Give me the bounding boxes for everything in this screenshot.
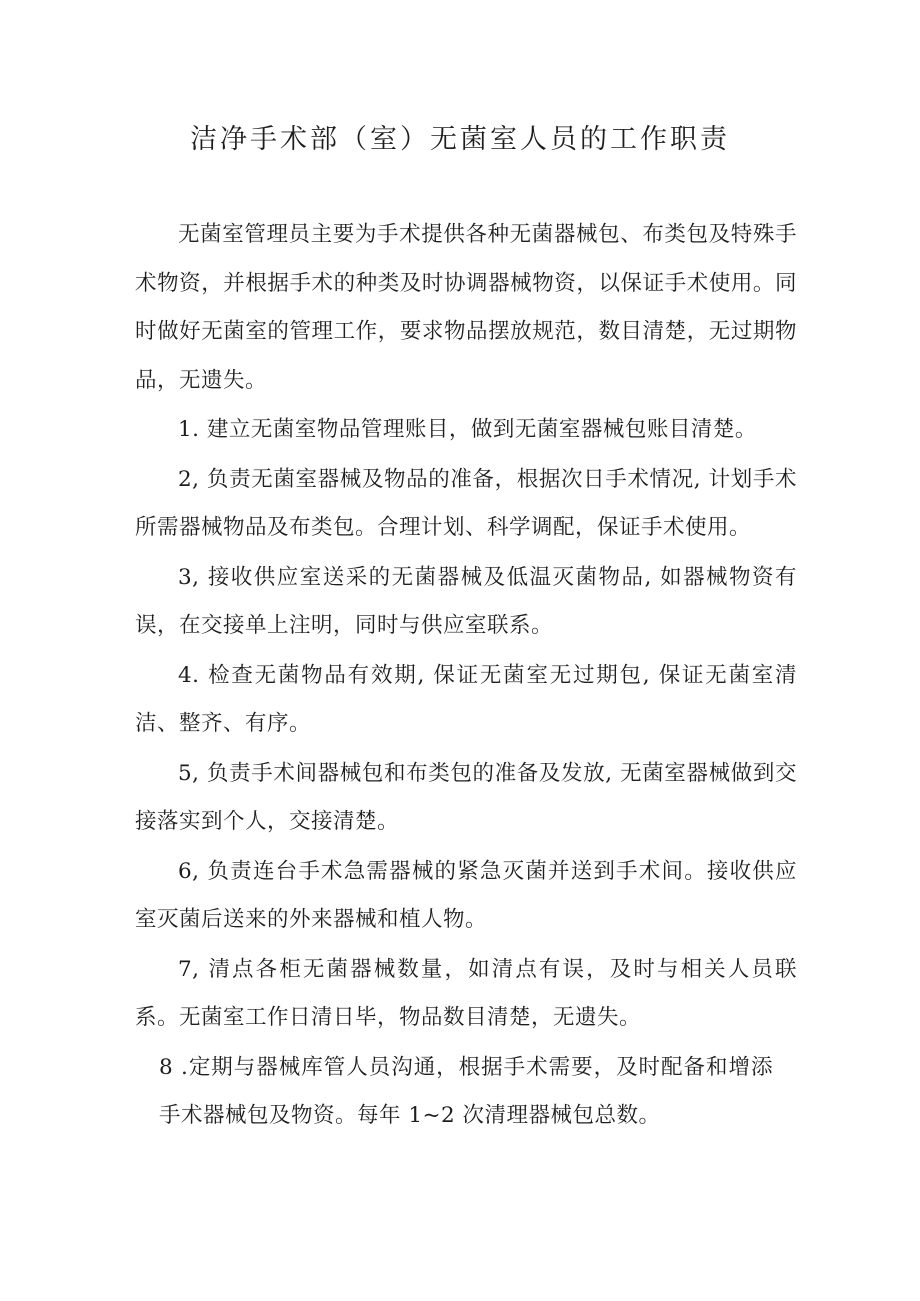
document-title: 洁净手术部（室）无菌室人员的工作职责 (190, 124, 730, 155)
duty-item-8: 8 .定期与器械库管人员沟通，根据手术需要，及时配备和增添手术器械包及物资。每年 1~2 次清理器械包总数。 (159, 1054, 773, 1128)
duty-item-1: 1. 建立无菌室物品管理账目，做到无菌室器械包账目清楚。 (178, 417, 757, 442)
intro-paragraph: 无菌室管理员主要为手术提供各种无菌器械包、布类包及特殊手术物资，并根据手术的种类及时协调器械物资，以保证手术使用。同时做好无菌室的管理工作，要求物品摆放规范，数目清楚，无过期物品，无遗失。 (135, 222, 797, 393)
duty-item-5: 5, 负责手术间器械包和布类包的准备及发放, 无菌室器械做到交接落实到个人，交接清楚。 (135, 760, 797, 834)
document-body (135, 211, 797, 1141)
duty-item-2: 2, 负责无菌室器械及物品的准备，根据次日手术情况, 计划手术所需器械物品及布类包。合理计划、科学调配，保证手术使用。 (135, 466, 797, 540)
duty-item-7: 7, 清点各柜无菌器械数量，如清点有误，及时与相关人员联系。无菌室工作日清日毕，物品数目清楚，无遗失。 (135, 956, 797, 1030)
duty-item-3: 3, 接收供应室送采的无菌器械及低温灭菌物品, 如器械物资有误，在交接单上注明，同时与供应室联系。 (135, 564, 797, 638)
duty-item-4: 4. 检查无菌物品有效期, 保证无菌室无过期包, 保证无菌室清洁、整齐、有序。 (135, 662, 797, 736)
duty-item-6: 6, 负责连台手术急需器械的紧急灭菌并送到手术间。接收供应室灭菌后送来的外来器械和植人物。 (135, 858, 797, 932)
